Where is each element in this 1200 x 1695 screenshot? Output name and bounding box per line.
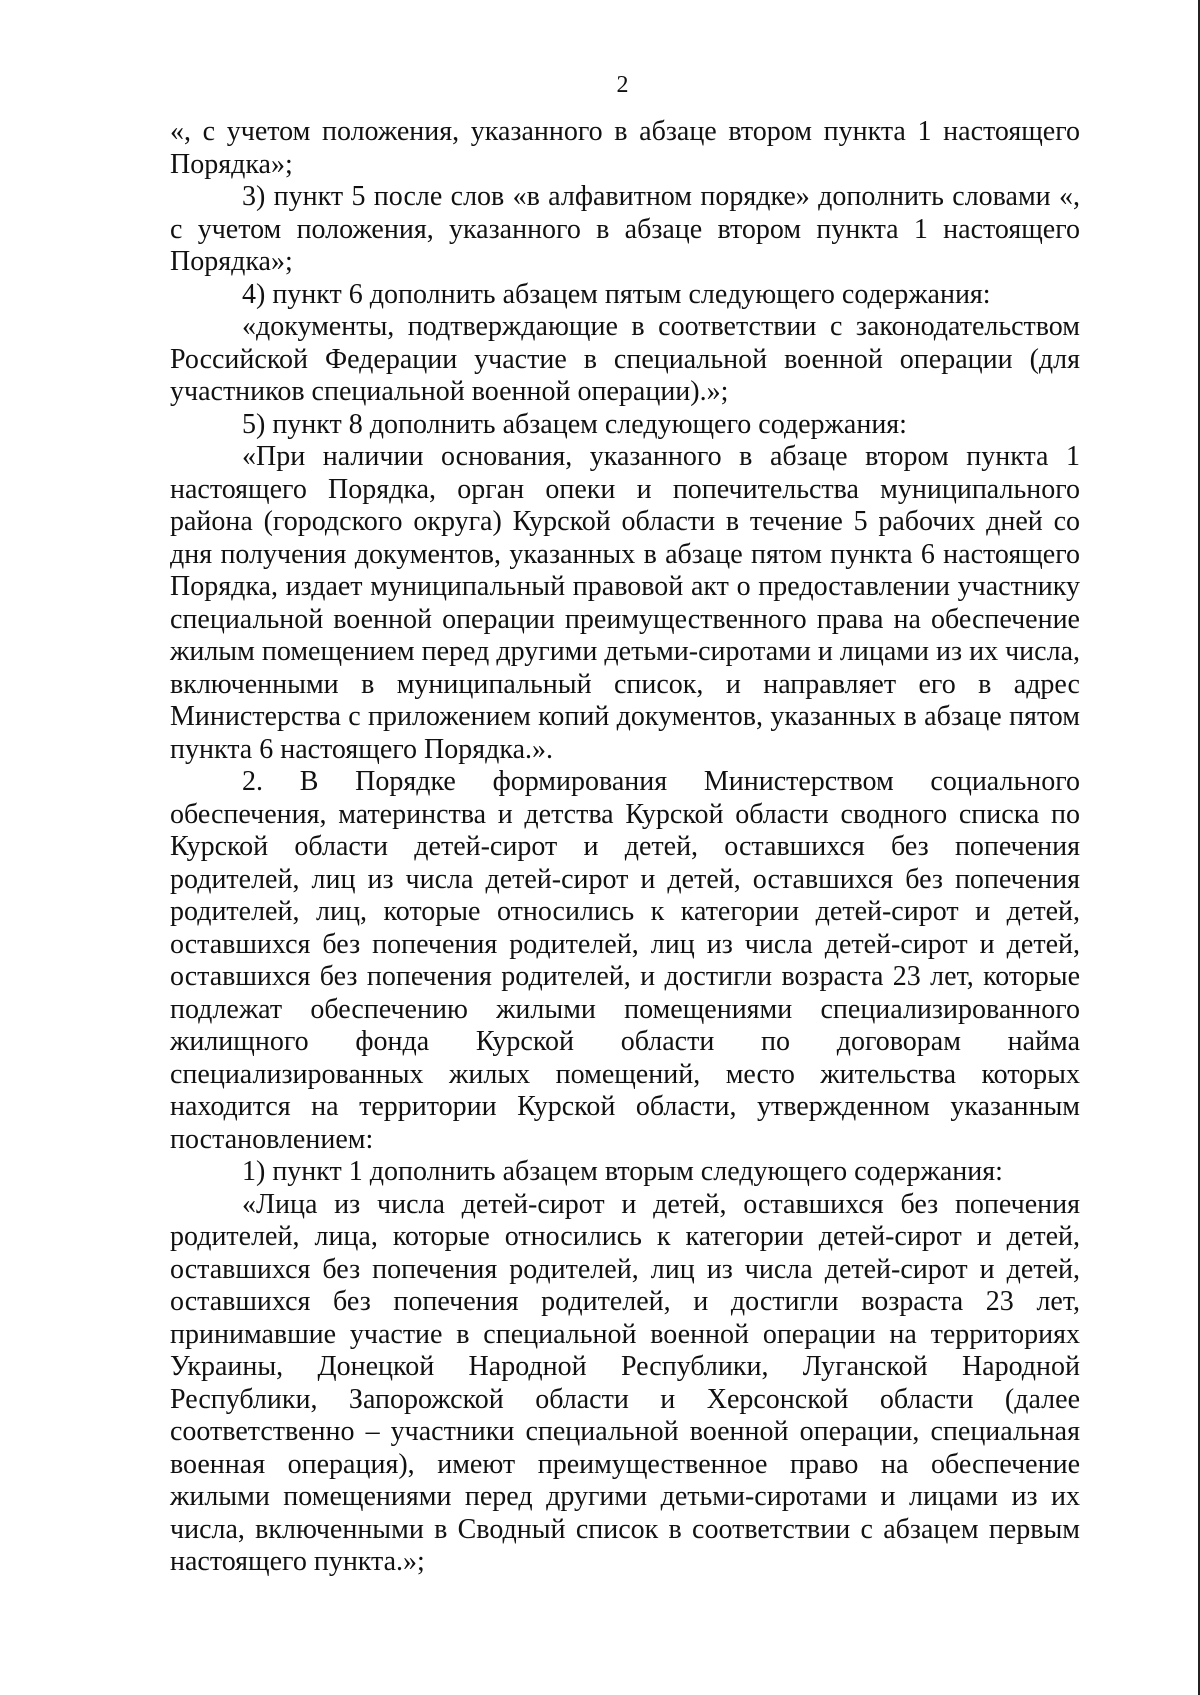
paragraph-quote-persons: «Лица из числа детей-сирот и детей, оставшихся без попечения родителей, лица, которые относились к категории детей-сирот и детей, оставшихся без попечения родителей, лиц из числа детей-сирот и детей, оставшихся без попечения родителей, и достигли возраста 23 лет, принимавшие участие в специальной военной операции на территориях Украины, Донецкой Народной Республики, Луганской Народной Республики, Запорожской области и Херсонской области (далее соответственно – участники специальной военной операции, специальная военная операция), имеют преимущественное право на обеспечение жилыми помещениями перед другими детьми-сиротами и лицами из их числа, включенными в Сводный список в соответствии с абзацем первым настоящего пункта.»; bbox=[170, 1188, 1080, 1577]
paragraph-section-2: 2. В Порядке формирования Министерством социального обеспечения, материнства и детства Курской области сводного списка по Курской области детей-сирот и детей, оставшихся без попечения родителей, лиц из числа детей-сирот и детей, оставшихся без попечения родителей, лиц, которые относились к категории детей-сирот и детей, оставшихся без попечения родителей, лиц из числа детей-сирот и детей, оставшихся без попечения родителей, и достигли возраста 23 лет, которые подлежат обеспечению жилыми помещениями специализированного жилищного фонда Курской области по договорам найма специализированных жилых помещений, место жительства которых находится на территории Курской области, утвержденном указанным постановлением: bbox=[170, 766, 1080, 1155]
paragraph-quote-documents: «документы, подтверждающие в соответствии с законодательством Российской Федерации участие в специальной военной операции (для участников специальной военной операции).»; bbox=[170, 311, 1080, 407]
document-body bbox=[170, 116, 1080, 1579]
paragraph-quote-grounds: «При наличии основания, указанного в абзаце втором пункта 1 настоящего Порядка, орган опеки и попечительства муниципального района (городского округа) Курской области в течение 5 рабочих дней со дня получения документов, указанных в абзаце пятом пункта 6 настоящего Порядка, издает муниципальный правовой акт о предоставлении участнику специальной военной операции преимущественного права на обеспечение жилым помещением перед другими детьми-сиротами и лицами из их числа, включенными в муниципальный список, и направляет его в адрес Министерства с приложением копий документов, указанных в абзаце пятом пункта 6 настоящего Порядка.». bbox=[170, 441, 1080, 765]
paragraph-item-1: 1) пункт 1 дополнить абзацем вторым следующего содержания: bbox=[242, 1156, 1003, 1187]
page-number: 2 bbox=[616, 72, 629, 98]
paragraph-item-3: 3) пункт 5 после слов «в алфавитном порядке» дополнить словами «, с учетом положения, указанного в абзаце втором пункта 1 настоящего Порядка»; bbox=[170, 181, 1080, 277]
paragraph-item-4: 4) пункт 6 дополнить абзацем пятым следующего содержания: bbox=[242, 278, 991, 310]
paragraph-item-5: 5) пункт 8 дополнить абзацем следующего содержания: bbox=[242, 408, 907, 440]
paragraph-continuation: «, с учетом положения, указанного в абзаце втором пункта 1 настоящего Порядка»; bbox=[170, 116, 1080, 180]
